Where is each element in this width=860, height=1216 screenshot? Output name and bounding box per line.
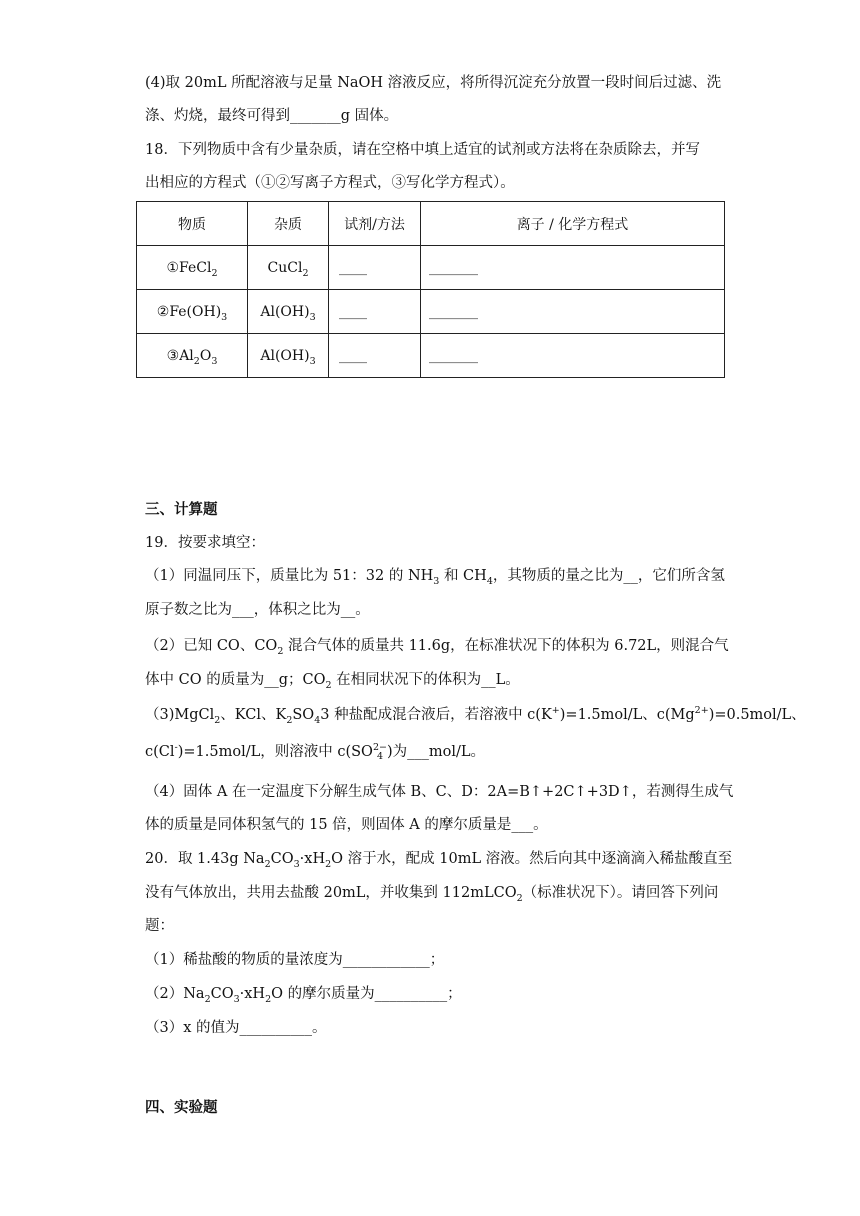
header-substance: 物质 (137, 202, 248, 246)
q19-part3-line2: c(Cl-)=1.5mol/L，则溶液中 c(SO 2− 4 )为___mol/L。 (145, 742, 486, 762)
q20-line3: 题： (145, 918, 174, 934)
q20-sub1: （1）稀盐酸的物质的量浓度为____________； (145, 952, 445, 968)
row3-impurity: $Al(OH)_3$ (248, 334, 329, 378)
row2-impurity: $Al(OH)_3$ (248, 290, 329, 334)
q18-line1: 18．下列物质中含有少量杂质，请在空格中填上适宜的试剂或方法将在杂质除去，并写 (145, 142, 700, 158)
q19-part1-line2: 原子数之比为___，体积之比为__。 (145, 602, 370, 618)
q17-part4-line2: 涤、灼烧，最终可得到_______g 固体。 (145, 108, 399, 124)
row3-equation-blank[interactable]: _______ (421, 334, 725, 378)
q19-intro: 19．按要求填空： (145, 535, 265, 551)
q19-part4-line1: （4）固体 A 在一定温度下分解生成气体 B、C、D：2A=B↑+2C↑+3D↑，若测得生成气 (145, 784, 734, 800)
impurity-table (136, 201, 725, 378)
q17-part4-line1: (4)取 20mL 所配溶液与足量 NaOH 溶液反应，将所得沉淀充分放置一段时间后过滤、洗 (145, 75, 722, 91)
row3-reagent-blank[interactable]: ____ (329, 334, 421, 378)
row2-reagent-blank[interactable]: ____ (329, 290, 421, 334)
header-equation: 离子 / 化学方程式 (421, 202, 725, 246)
row3-substance: $③Al_2O_3$ (137, 334, 248, 378)
table-row (137, 334, 725, 378)
q18-line2: 出相应的方程式（①②写离子方程式，③写化学方程式）。 (145, 175, 515, 191)
row1-equation-blank[interactable]: _______ (421, 246, 725, 290)
table-header-row (137, 202, 725, 246)
q20-line1: 20．取 1.43g $Na_2CO_3\cdot xH_2O$ 溶于水，配成 10mL 溶液。然后向其中逐滴滴入稀盐酸直至 (145, 851, 733, 870)
header-reagent: 试剂/方法 (329, 202, 421, 246)
row1-impurity: CuCl$_2$ (248, 246, 329, 290)
row2-equation-blank[interactable]: _______ (421, 290, 725, 334)
q19-part2-line2: 体中 CO 的质量为__g；$CO_2$ 在相同状况下的体积为__L。 (145, 672, 520, 691)
q19-part2-line1: （2）已知 CO、$CO_2$ 混合气体的质量共 11.6g，在标准状况下的体积为 6.72L，则混合气 (145, 638, 729, 657)
row1-reagent-blank[interactable]: ____ (329, 246, 421, 290)
q19-part4-line2: 体的质量是同体积氢气的 15 倍，则固体 A 的摩尔质量是___。 (145, 817, 548, 833)
sulfate-charge-stack: 2− 4 (372, 742, 387, 762)
table-row (137, 290, 725, 334)
row2-substance: $②Fe(OH)_3$ (137, 290, 248, 334)
q20-line2: 没有气体放出，共用去盐酸 20mL，并收集到 112mLCO$_2$（标准状况下）。请回答下列问 (145, 885, 719, 904)
q19-part3-line1: （3)MgCl$_2$、KCl、$K_2SO_43$ 种盐配成混合液后，若溶液中 c(K+)=1.5mol/L、$c(Mg^{2+})=0.5mol/L$、 (145, 705, 806, 726)
q19-part1-line1: （1）同温同压下，质量比为 51：32 的 $NH_3$ 和 $CH_4$，其物质的量之比为__，它们所含氢 (145, 568, 725, 587)
q20-sub3: （3）x 的值为__________。 (145, 1020, 327, 1036)
section-four-title: 四、实验题 (145, 1100, 218, 1116)
table-row (137, 246, 725, 290)
row1-substance: ①FeCl$_2$ (137, 246, 248, 290)
header-impurity: 杂质 (248, 202, 329, 246)
section-three-title: 三、计算题 (145, 502, 218, 518)
q20-sub2: $(2)Na_2CO_3\cdot xH_2O$ 的摩尔质量为__________； (145, 986, 462, 1005)
